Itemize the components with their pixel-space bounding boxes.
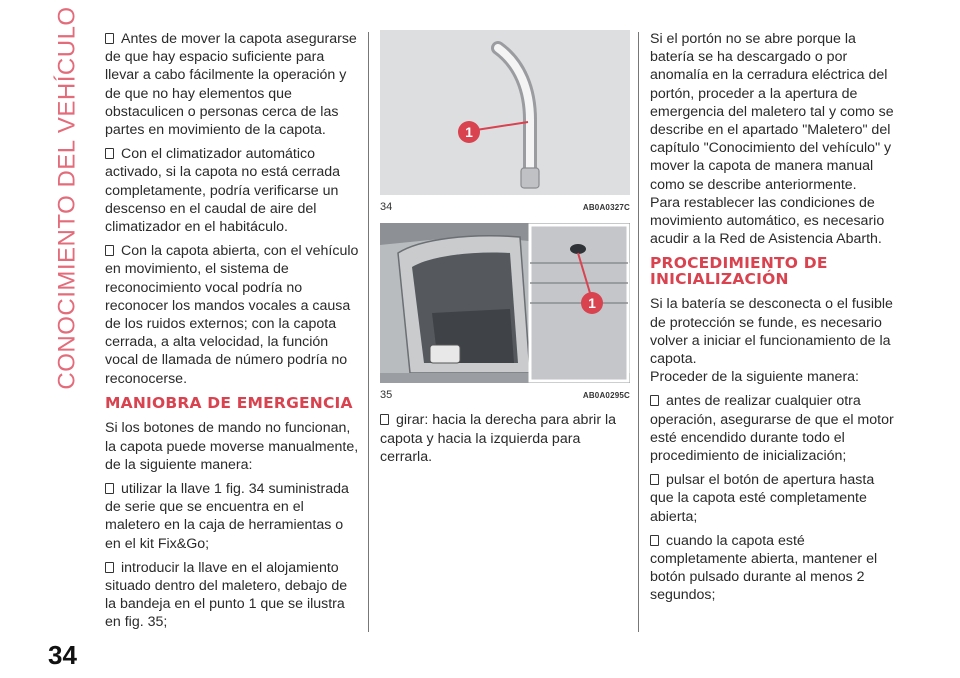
body-paragraph: Proceder de la siguiente manera: [650,369,859,386]
body-paragraph: Si los botones de mando no funcionan, la capota puede moverse manualmente, de la siguiente manera: [105,420,359,473]
body-paragraph: Para restablecer las condiciones de movimiento automático, es necesario acudir a la Red de Asistencia Abarth. [650,194,885,248]
note-paragraph: Con la capota abierta, con el vehículo en movimiento, el sistema de reconocimiento vocal podría no reconocer los mandos vocales a causa de los ruidos externos; con la capota cerrada, a alta velocidad, la función vocal de llamada de número podría no reconocerse. [105,243,359,387]
key-socket [570,244,586,254]
section-heading-initialization: PROCEDIMIENTO DE INICIALIZACIÓN [650,254,828,288]
note-paragraph: Antes de mover la capota asegurarse de que hay espacio suficiente para llevar a cabo fácilmente la operación y de que no hay elementos que obstaculicen o personas cerca de las partes en movimiento de la capota. [105,31,357,139]
bullet-square-icon [650,474,659,485]
step-item: utilizar la llave 1 fig. 34 suministrada de serie que se encuentra en el maletero en la caja de herramientas o en el kit Fix&Go; [105,480,349,552]
callout-number: 1 [465,124,473,140]
step-item: introducir la llave en el alojamiento situado dentro del maletero, debajo de la bandeja en el punto 1 que se ilustra en fig. 35; [105,559,348,631]
bullet-square-icon [105,483,114,494]
figure-code: AB0A0327C [582,203,630,212]
bullet-square-icon [105,562,114,573]
page-number: 34 [48,640,77,670]
wrench-illustration [380,30,630,195]
column-1 [105,30,360,638]
column-divider-right [638,32,639,632]
step-item: antes de realizar cualquier otra operación, asegurarse de que el motor esté encendido durante todo el procedimiento de inicialización; [650,393,894,465]
bullet-square-icon [650,395,659,406]
chapter-side-title: CONOCIMIENTO DEL VEHÍCULO [54,5,82,390]
bullet-square-icon [380,414,389,425]
step-item: girar: hacia la derecha para abrir la capota y hacia la izquierda para cerrarla. [380,412,617,465]
step-item: cuando la capota esté completamente abierta, mantener el botón pulsado durante al menos 2 segundos; [650,532,878,604]
trunk-illustration [380,223,630,383]
figure-code: AB0A0295C [582,391,630,401]
figure-number: 35 [380,389,393,402]
figure-34-wrench [380,30,630,195]
figure-35-trunk [380,223,630,383]
column-3 [650,30,900,611]
note-paragraph: Con el climatizador automático activado, si la capota no está cerrada completamente, podría verificarse un descenso en el caudal de aire del climatizador en el habitáculo. [105,146,341,236]
figure-number: 34 [380,201,393,213]
bullet-square-icon [650,535,659,546]
body-paragraph: Si el portón no se abre porque la batería se ha descargado o por anomalía en la cerradura eléctrica del portón, proceder a la apertura de emergencia del maletero tal y como se describe en el apartado "Maletero" del capítulo "Conocimiento del vehículo" y mover la capota de manera manual como se describe anteriormente. [650,31,894,193]
body-paragraph: Si la batería se desconecta o el fusible de protección se funde, es necesario volver a iniciar el funcionamiento de la capota. [650,296,893,368]
wrench-socket [521,168,539,188]
figure-34-caption [380,198,630,217]
bullet-square-icon [105,33,114,44]
callout-number: 1 [588,295,596,312]
column-divider-left [368,32,369,632]
bullet-square-icon [105,148,114,159]
column-2 [380,30,630,472]
step-item: pulsar el botón de apertura hasta que la capota esté completamente abierta; [650,472,875,525]
figure-35-caption [380,386,630,405]
bullet-square-icon [105,245,114,256]
section-heading-emergency: MANIOBRA DE EMERGENCIA [105,393,353,412]
